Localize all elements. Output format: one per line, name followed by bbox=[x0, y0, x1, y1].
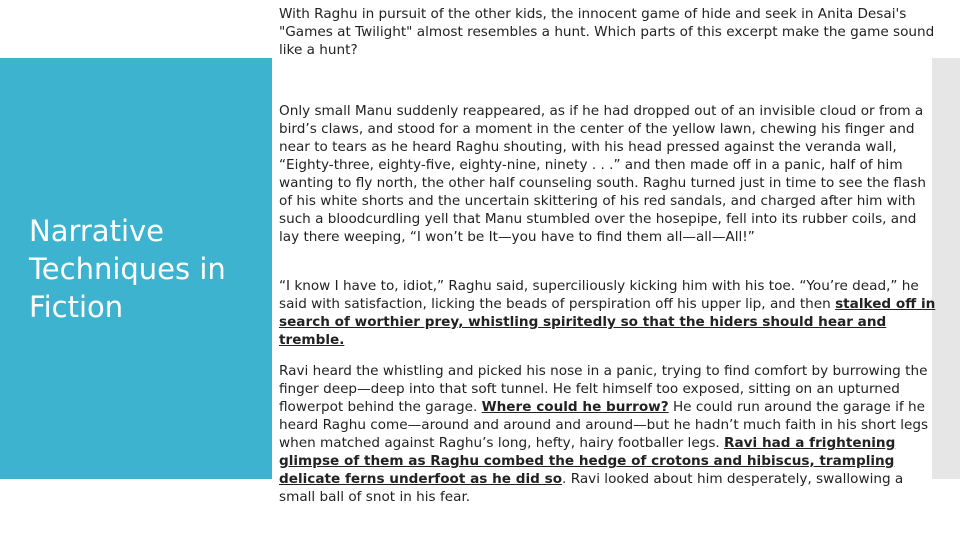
discussion-prompt: With Raghu in pursuit of the other kids, the innocent game of hide and seek in Anita Desai's "Games at Twilight" almost resembles a hunt. Which parts of this excerpt make the game sound like a hunt? bbox=[279, 6, 935, 58]
excerpt-paragraph-2 bbox=[279, 277, 939, 349]
paragraph-3-text-c: . Ravi looked about him desperately, swallowing a small ball of snot in his fear. bbox=[279, 471, 904, 505]
paragraph-3-text-a: Ravi heard the whistling and picked his nose in a panic, trying to find comfort by burrowing the finger deep—deep into that soft tunnel. He felt himself too exposed, sitting on an upturned flowerpot behind the garage. bbox=[279, 363, 928, 415]
slide-title: Narrative Techniques in Fiction bbox=[29, 214, 226, 324]
hunt-highlight-1: stalked off in search of worthier prey, whistling spiritedly so that the hiders should hear and tremble. bbox=[279, 296, 936, 348]
paragraph-3-text-b: He could run around the garage if he heard Raghu come—around and around and around—but he hadn’t much faith in his short legs when matched against Raghu’s long, hefty, hairy footballer legs. bbox=[279, 399, 929, 451]
excerpt-paragraph-1: Only small Manu suddenly reappeared, as if he had dropped out of an invisible cloud or from a bird’s claws, and stood for a moment in the center of the yellow lawn, chewing his finger and near to tears as he heard Raghu shouting, with his head pressed against the veranda wall, “Eighty-three, eighty-five, eighty-nine, ninety . . .” and then made off in a panic, half of him wanting to fly north, the other half counseling south. Raghu turned just in time to see the flash of his white shorts and the uncertain skittering of his red sandals, and charged after him with such a bloodcurdling yell that Manu stumbled over the hosepipe, fell into its rubber coils, and lay there weeping, “I won’t be It—you have to find them all—all—All!” bbox=[279, 103, 926, 245]
hunt-highlight-2: Where could he burrow? bbox=[481, 399, 669, 415]
excerpt-paragraph-3 bbox=[279, 362, 939, 506]
hunt-highlight-3: Ravi had a frightening glimpse of them as Raghu combed the hedge of crotons and hibiscus, trampling delicate ferns underfoot as he did so bbox=[279, 435, 896, 487]
paragraph-2-text: “I know I have to, idiot,” Raghu said, superciliously kicking him with his toe. “You’re dead,” he said with satisfaction, licking the beads of perspiration off his upper lip, and then bbox=[279, 278, 919, 312]
